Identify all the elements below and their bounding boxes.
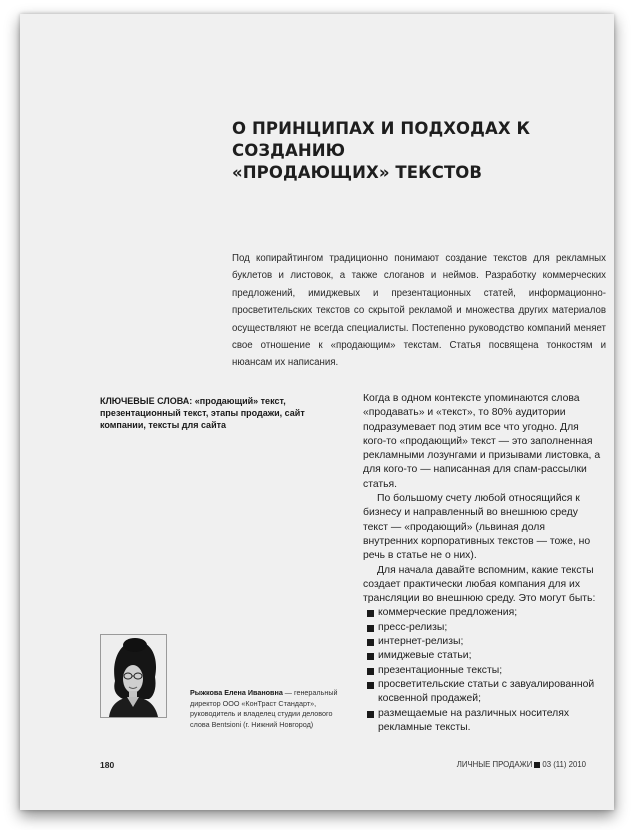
journal-page xyxy=(20,14,614,810)
list-item-text: интернет-релизы; xyxy=(378,636,464,648)
square-bullet-icon xyxy=(367,711,374,718)
article-title-line-1: О ПРИНЦИПАХ И ПОДХОДАХ К СОЗДАНИЮ xyxy=(232,119,531,160)
keywords-text: «продающий» текст, презентационный текст, этапы продажи, сайт компании, тексты для сайта xyxy=(100,396,305,430)
text-types-list xyxy=(363,606,603,735)
journal-issue: 03 (11) 2010 xyxy=(542,760,586,769)
author-photo xyxy=(100,634,167,718)
list-item-text: коммерческие предложения; xyxy=(378,607,518,619)
body-paragraph-3: Для начала давайте вспомним, какие тексты создает практически любая компания для их трансляции во внешнюю среду. Это могут быть: xyxy=(363,564,596,605)
article-title-line-2: «ПРОДАЮЩИХ» ТЕКСТОВ xyxy=(232,163,483,182)
journal-footer xyxy=(457,760,586,769)
keywords-block xyxy=(100,395,336,431)
list-item xyxy=(363,606,603,620)
square-bullet-icon xyxy=(367,653,374,660)
list-item-text: размещаемые на различных носителях рекламные тексты. xyxy=(378,707,570,733)
square-separator-icon xyxy=(534,762,540,768)
journal-name: ЛИЧНЫЕ ПРОДАЖИ xyxy=(456,760,533,769)
square-bullet-icon xyxy=(367,625,374,632)
square-bullet-icon xyxy=(367,668,374,675)
list-item xyxy=(363,664,603,678)
keywords-label: КЛЮЧЕВЫЕ СЛОВА: xyxy=(100,396,193,406)
square-bullet-icon xyxy=(367,610,374,617)
list-item xyxy=(363,621,603,635)
author-description: — генеральный директор ООО «КонТраст Стандарт», руководитель и владелец студии делового слова Bentsioni (г. Нижний Новгород) xyxy=(190,688,338,729)
article-abstract: Под копирайтингом традиционно понимают создание текстов для рекламных буклетов и листовок, а также слоганов и неймов. Разработку коммерческих предложений, имиджевых и презентационных статей, информационно-просветительских текстов со скрытой рекламой и множества других материалов осуществляют не всегда специалисты. Постепенно руководство компаний меняет свое отношение к «продающим» текстам. Статья посвящена тонкостям и нюансам их написания. xyxy=(232,253,606,369)
author-portrait-image xyxy=(101,635,166,717)
square-bullet-icon xyxy=(367,682,374,689)
list-item-text: пресс-релизы; xyxy=(378,621,448,633)
list-item xyxy=(363,635,603,649)
list-item xyxy=(363,707,603,736)
article-title xyxy=(232,118,622,184)
article-body xyxy=(363,392,603,735)
square-bullet-icon xyxy=(367,639,374,646)
author-name: Рыжкова Елена Ивановна xyxy=(190,688,283,697)
body-paragraph-2: По большому счету любой относящийся к бизнесу и направленный во внешнюю среду текст — «продающий» (львиная доля внутренних корпоративных текстов — тоже, но речь в статье не о них). xyxy=(363,493,591,562)
list-item-text: просветительские статьи с завуалированной косвенной продажей; xyxy=(378,678,595,705)
list-item-text: презентационные тексты; xyxy=(378,664,503,676)
author-caption xyxy=(190,688,350,730)
page-number: 180 xyxy=(100,760,115,770)
list-item-text: имиджевые статьи; xyxy=(378,650,472,662)
list-item xyxy=(363,649,603,663)
list-item xyxy=(363,678,603,707)
body-paragraph-1: Когда в одном контексте упоминаются слова «продавать» и «текст», то 80% аудитории подразумевает под этим все что угодно. Для кого-то «продающий» текст — это заполненная рекламными лозунгами и призывами листовка, а для кого-то — написанная для спам-рассылки статья. xyxy=(363,393,601,490)
